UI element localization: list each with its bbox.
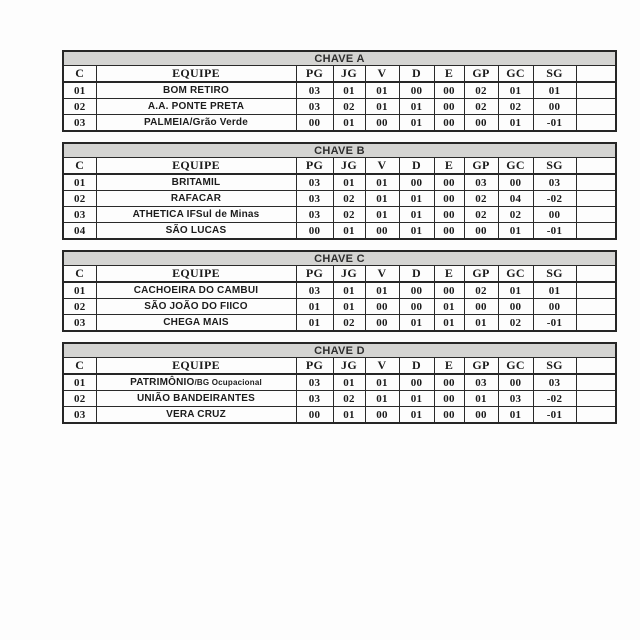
position-cell: 01 [63, 82, 96, 99]
team-row [63, 374, 616, 391]
group-band [63, 143, 616, 158]
team-name: VERA CRUZ [166, 409, 226, 420]
team-row [63, 315, 616, 332]
empty-cell [576, 82, 616, 99]
stat-cell-sg: 03 [533, 174, 576, 191]
team-name-cell [96, 223, 296, 240]
col-header-gp: GP [464, 158, 498, 175]
stat-cell-d: 01 [399, 223, 434, 240]
stat-cell-sg: 00 [533, 207, 576, 223]
stat-cell-gp: 00 [464, 223, 498, 240]
stat-cell-jg: 02 [333, 207, 365, 223]
team-row [63, 174, 616, 191]
position-cell: 02 [63, 191, 96, 207]
stat-cell-gc: 01 [498, 115, 533, 132]
stat-cell-sg: -01 [533, 315, 576, 332]
empty-header-cell [576, 358, 616, 375]
stat-cell-v: 01 [365, 374, 399, 391]
stat-cell-pg: 03 [296, 207, 333, 223]
stat-cell-pg: 03 [296, 374, 333, 391]
stat-cell-sg: 00 [533, 99, 576, 115]
team-row [63, 191, 616, 207]
col-header-e: E [434, 266, 464, 283]
group-title: CHAVE D [63, 343, 616, 358]
team-name: PALMEIA/Grão Verde [144, 117, 248, 128]
team-name-cell [96, 374, 296, 391]
position-cell: 02 [63, 391, 96, 407]
stat-cell-jg: 02 [333, 391, 365, 407]
header-row [63, 158, 616, 175]
stat-cell-v: 01 [365, 207, 399, 223]
stat-cell-jg: 01 [333, 299, 365, 315]
col-header-c: C [63, 266, 96, 283]
stat-cell-v: 00 [365, 315, 399, 332]
stat-cell-pg: 03 [296, 99, 333, 115]
position-cell: 03 [63, 315, 96, 332]
stat-cell-gc: 00 [498, 174, 533, 191]
col-header-gc: GC [498, 266, 533, 283]
team-row [63, 82, 616, 99]
stat-cell-gc: 03 [498, 391, 533, 407]
stat-cell-v: 00 [365, 223, 399, 240]
standings-table-chave-b [62, 142, 617, 240]
empty-cell [576, 207, 616, 223]
team-name: A.A. PONTE PRETA [147, 101, 245, 112]
position-cell: 01 [63, 174, 96, 191]
stat-cell-sg: -02 [533, 391, 576, 407]
team-name: SÃO LUCAS [165, 225, 227, 236]
col-header-c: C [63, 158, 96, 175]
empty-cell [576, 99, 616, 115]
team-name: PATRIMÔNIO [130, 377, 195, 388]
group-title: CHAVE A [63, 51, 616, 66]
team-row [63, 207, 616, 223]
position-cell: 03 [63, 207, 96, 223]
stat-cell-gp: 02 [464, 207, 498, 223]
col-header-sg: SG [533, 358, 576, 375]
stat-cell-jg: 01 [333, 407, 365, 424]
group-band [63, 343, 616, 358]
stat-cell-jg: 01 [333, 282, 365, 299]
stat-cell-jg: 01 [333, 82, 365, 99]
stat-cell-gp: 00 [464, 115, 498, 132]
team-name: SÃO JOÃO DO FIICO [144, 301, 248, 312]
col-header-gp: GP [464, 66, 498, 83]
empty-cell [576, 391, 616, 407]
col-header-gc: GC [498, 358, 533, 375]
stat-cell-gp: 02 [464, 191, 498, 207]
col-header-gc: GC [498, 66, 533, 83]
team-row [63, 282, 616, 299]
stat-cell-gc: 04 [498, 191, 533, 207]
stat-cell-sg: -01 [533, 223, 576, 240]
team-name: CHEGA MAIS [163, 317, 229, 328]
stat-cell-gc: 01 [498, 223, 533, 240]
stat-cell-gc: 01 [498, 407, 533, 424]
stat-cell-pg: 03 [296, 174, 333, 191]
col-header-pg: PG [296, 358, 333, 375]
col-header-e: E [434, 358, 464, 375]
header-row [63, 66, 616, 83]
team-name-cell [96, 174, 296, 191]
stat-cell-pg: 01 [296, 315, 333, 332]
stat-cell-v: 01 [365, 191, 399, 207]
col-header-jg: JG [333, 158, 365, 175]
stat-cell-gc: 00 [498, 299, 533, 315]
position-cell: 04 [63, 223, 96, 240]
stat-cell-pg: 03 [296, 391, 333, 407]
stat-cell-e: 00 [434, 207, 464, 223]
col-header-c: C [63, 66, 96, 83]
position-cell: 03 [63, 115, 96, 132]
stat-cell-sg: 01 [533, 82, 576, 99]
team-name-cell [96, 82, 296, 99]
team-name: RAFACAR [170, 193, 222, 204]
stat-cell-gc: 01 [498, 82, 533, 99]
stat-cell-sg: 03 [533, 374, 576, 391]
empty-cell [576, 374, 616, 391]
col-header-d: D [399, 158, 434, 175]
stat-cell-d: 01 [399, 191, 434, 207]
stat-cell-e: 00 [434, 223, 464, 240]
empty-cell [576, 223, 616, 240]
team-name: UNIÃO BANDEIRANTES [136, 393, 256, 404]
stat-cell-pg: 01 [296, 299, 333, 315]
stat-cell-pg: 03 [296, 282, 333, 299]
team-row [63, 115, 616, 132]
col-header-v: V [365, 158, 399, 175]
stat-cell-gp: 01 [464, 391, 498, 407]
stat-cell-gc: 02 [498, 315, 533, 332]
header-row [63, 266, 616, 283]
team-row [63, 299, 616, 315]
stat-cell-gc: 01 [498, 282, 533, 299]
stat-cell-pg: 00 [296, 115, 333, 132]
stat-cell-d: 00 [399, 174, 434, 191]
standings-table-chave-d [62, 342, 617, 424]
stat-cell-jg: 02 [333, 191, 365, 207]
col-header-sg: SG [533, 158, 576, 175]
stat-cell-v: 01 [365, 99, 399, 115]
stat-cell-gc: 02 [498, 99, 533, 115]
col-header-equipe: EQUIPE [96, 66, 296, 83]
team-name-cell [96, 315, 296, 332]
empty-cell [576, 315, 616, 332]
position-cell: 01 [63, 282, 96, 299]
stat-cell-d: 01 [399, 391, 434, 407]
position-cell: 02 [63, 99, 96, 115]
stat-cell-e: 00 [434, 191, 464, 207]
stat-cell-pg: 03 [296, 191, 333, 207]
stat-cell-d: 01 [399, 315, 434, 332]
stat-cell-jg: 01 [333, 223, 365, 240]
stat-cell-jg: 01 [333, 174, 365, 191]
stat-cell-v: 00 [365, 115, 399, 132]
stat-cell-e: 00 [434, 407, 464, 424]
team-name: ATHETICA IFSul de Minas [132, 209, 260, 220]
stat-cell-sg: -02 [533, 191, 576, 207]
position-cell: 01 [63, 374, 96, 391]
stat-cell-sg: -01 [533, 407, 576, 424]
col-header-c: C [63, 358, 96, 375]
stat-cell-d: 00 [399, 299, 434, 315]
position-cell: 02 [63, 299, 96, 315]
stat-cell-d: 01 [399, 115, 434, 132]
empty-header-cell [576, 158, 616, 175]
standings-table-chave-a [62, 50, 617, 132]
col-header-e: E [434, 158, 464, 175]
stat-cell-sg: 01 [533, 282, 576, 299]
stat-cell-v: 00 [365, 407, 399, 424]
stat-cell-d: 00 [399, 374, 434, 391]
stat-cell-pg: 03 [296, 82, 333, 99]
col-header-sg: SG [533, 266, 576, 283]
col-header-d: D [399, 358, 434, 375]
col-header-equipe: EQUIPE [96, 158, 296, 175]
col-header-equipe: EQUIPE [96, 266, 296, 283]
empty-header-cell [576, 66, 616, 83]
position-cell: 03 [63, 407, 96, 424]
stat-cell-sg: 00 [533, 299, 576, 315]
empty-header-cell [576, 266, 616, 283]
empty-cell [576, 407, 616, 424]
stat-cell-gp: 03 [464, 174, 498, 191]
stat-cell-e: 00 [434, 374, 464, 391]
group-title: CHAVE C [63, 251, 616, 266]
col-header-pg: PG [296, 66, 333, 83]
team-name: BRITAMIL [171, 177, 221, 188]
empty-cell [576, 115, 616, 132]
stat-cell-gp: 00 [464, 299, 498, 315]
stat-cell-gc: 00 [498, 374, 533, 391]
stat-cell-sg: -01 [533, 115, 576, 132]
col-header-jg: JG [333, 358, 365, 375]
stat-cell-e: 00 [434, 99, 464, 115]
col-header-d: D [399, 66, 434, 83]
team-row [63, 223, 616, 240]
col-header-gp: GP [464, 358, 498, 375]
stat-cell-d: 01 [399, 207, 434, 223]
stat-cell-d: 01 [399, 407, 434, 424]
col-header-pg: PG [296, 266, 333, 283]
stat-cell-gp: 00 [464, 407, 498, 424]
stat-cell-d: 00 [399, 282, 434, 299]
stat-cell-gp: 02 [464, 99, 498, 115]
stat-cell-e: 01 [434, 315, 464, 332]
stat-cell-v: 01 [365, 82, 399, 99]
team-name-cell [96, 191, 296, 207]
standings-table-chave-c [62, 250, 617, 332]
col-header-gp: GP [464, 266, 498, 283]
team-name-cell [96, 115, 296, 132]
team-name-cell [96, 207, 296, 223]
empty-cell [576, 174, 616, 191]
stat-cell-gp: 01 [464, 315, 498, 332]
standings-tables [62, 50, 615, 434]
stat-cell-d: 01 [399, 99, 434, 115]
team-name-cell [96, 282, 296, 299]
stat-cell-jg: 01 [333, 115, 365, 132]
stat-cell-jg: 02 [333, 99, 365, 115]
stat-cell-gp: 02 [464, 282, 498, 299]
stat-cell-pg: 00 [296, 407, 333, 424]
stat-cell-e: 00 [434, 174, 464, 191]
stat-cell-jg: 01 [333, 374, 365, 391]
stat-cell-jg: 02 [333, 315, 365, 332]
team-name-cell [96, 391, 296, 407]
stat-cell-pg: 00 [296, 223, 333, 240]
team-name: BOM RETIRO [163, 85, 229, 96]
stat-cell-e: 01 [434, 299, 464, 315]
col-header-v: V [365, 66, 399, 83]
empty-cell [576, 299, 616, 315]
col-header-jg: JG [333, 266, 365, 283]
col-header-pg: PG [296, 158, 333, 175]
empty-cell [576, 282, 616, 299]
stat-cell-v: 01 [365, 174, 399, 191]
stat-cell-v: 00 [365, 299, 399, 315]
team-row [63, 99, 616, 115]
empty-cell [576, 191, 616, 207]
group-title: CHAVE B [63, 143, 616, 158]
col-header-sg: SG [533, 66, 576, 83]
stat-cell-gc: 02 [498, 207, 533, 223]
team-name-suffix: /BG Ocupacional [194, 378, 262, 387]
col-header-d: D [399, 266, 434, 283]
team-name-cell [96, 99, 296, 115]
stat-cell-gp: 02 [464, 82, 498, 99]
team-name-cell [96, 299, 296, 315]
team-row [63, 391, 616, 407]
stat-cell-e: 00 [434, 391, 464, 407]
team-row [63, 407, 616, 424]
col-header-jg: JG [333, 66, 365, 83]
group-band [63, 251, 616, 266]
team-name-cell [96, 407, 296, 424]
col-header-e: E [434, 66, 464, 83]
group-band [63, 51, 616, 66]
stat-cell-v: 01 [365, 391, 399, 407]
stat-cell-e: 00 [434, 82, 464, 99]
col-header-gc: GC [498, 158, 533, 175]
col-header-equipe: EQUIPE [96, 358, 296, 375]
stat-cell-e: 00 [434, 115, 464, 132]
stat-cell-gp: 03 [464, 374, 498, 391]
col-header-v: V [365, 266, 399, 283]
header-row [63, 358, 616, 375]
col-header-v: V [365, 358, 399, 375]
stat-cell-v: 01 [365, 282, 399, 299]
team-name: CACHOEIRA DO CAMBUI [133, 285, 259, 296]
stat-cell-e: 00 [434, 282, 464, 299]
stat-cell-d: 00 [399, 82, 434, 99]
